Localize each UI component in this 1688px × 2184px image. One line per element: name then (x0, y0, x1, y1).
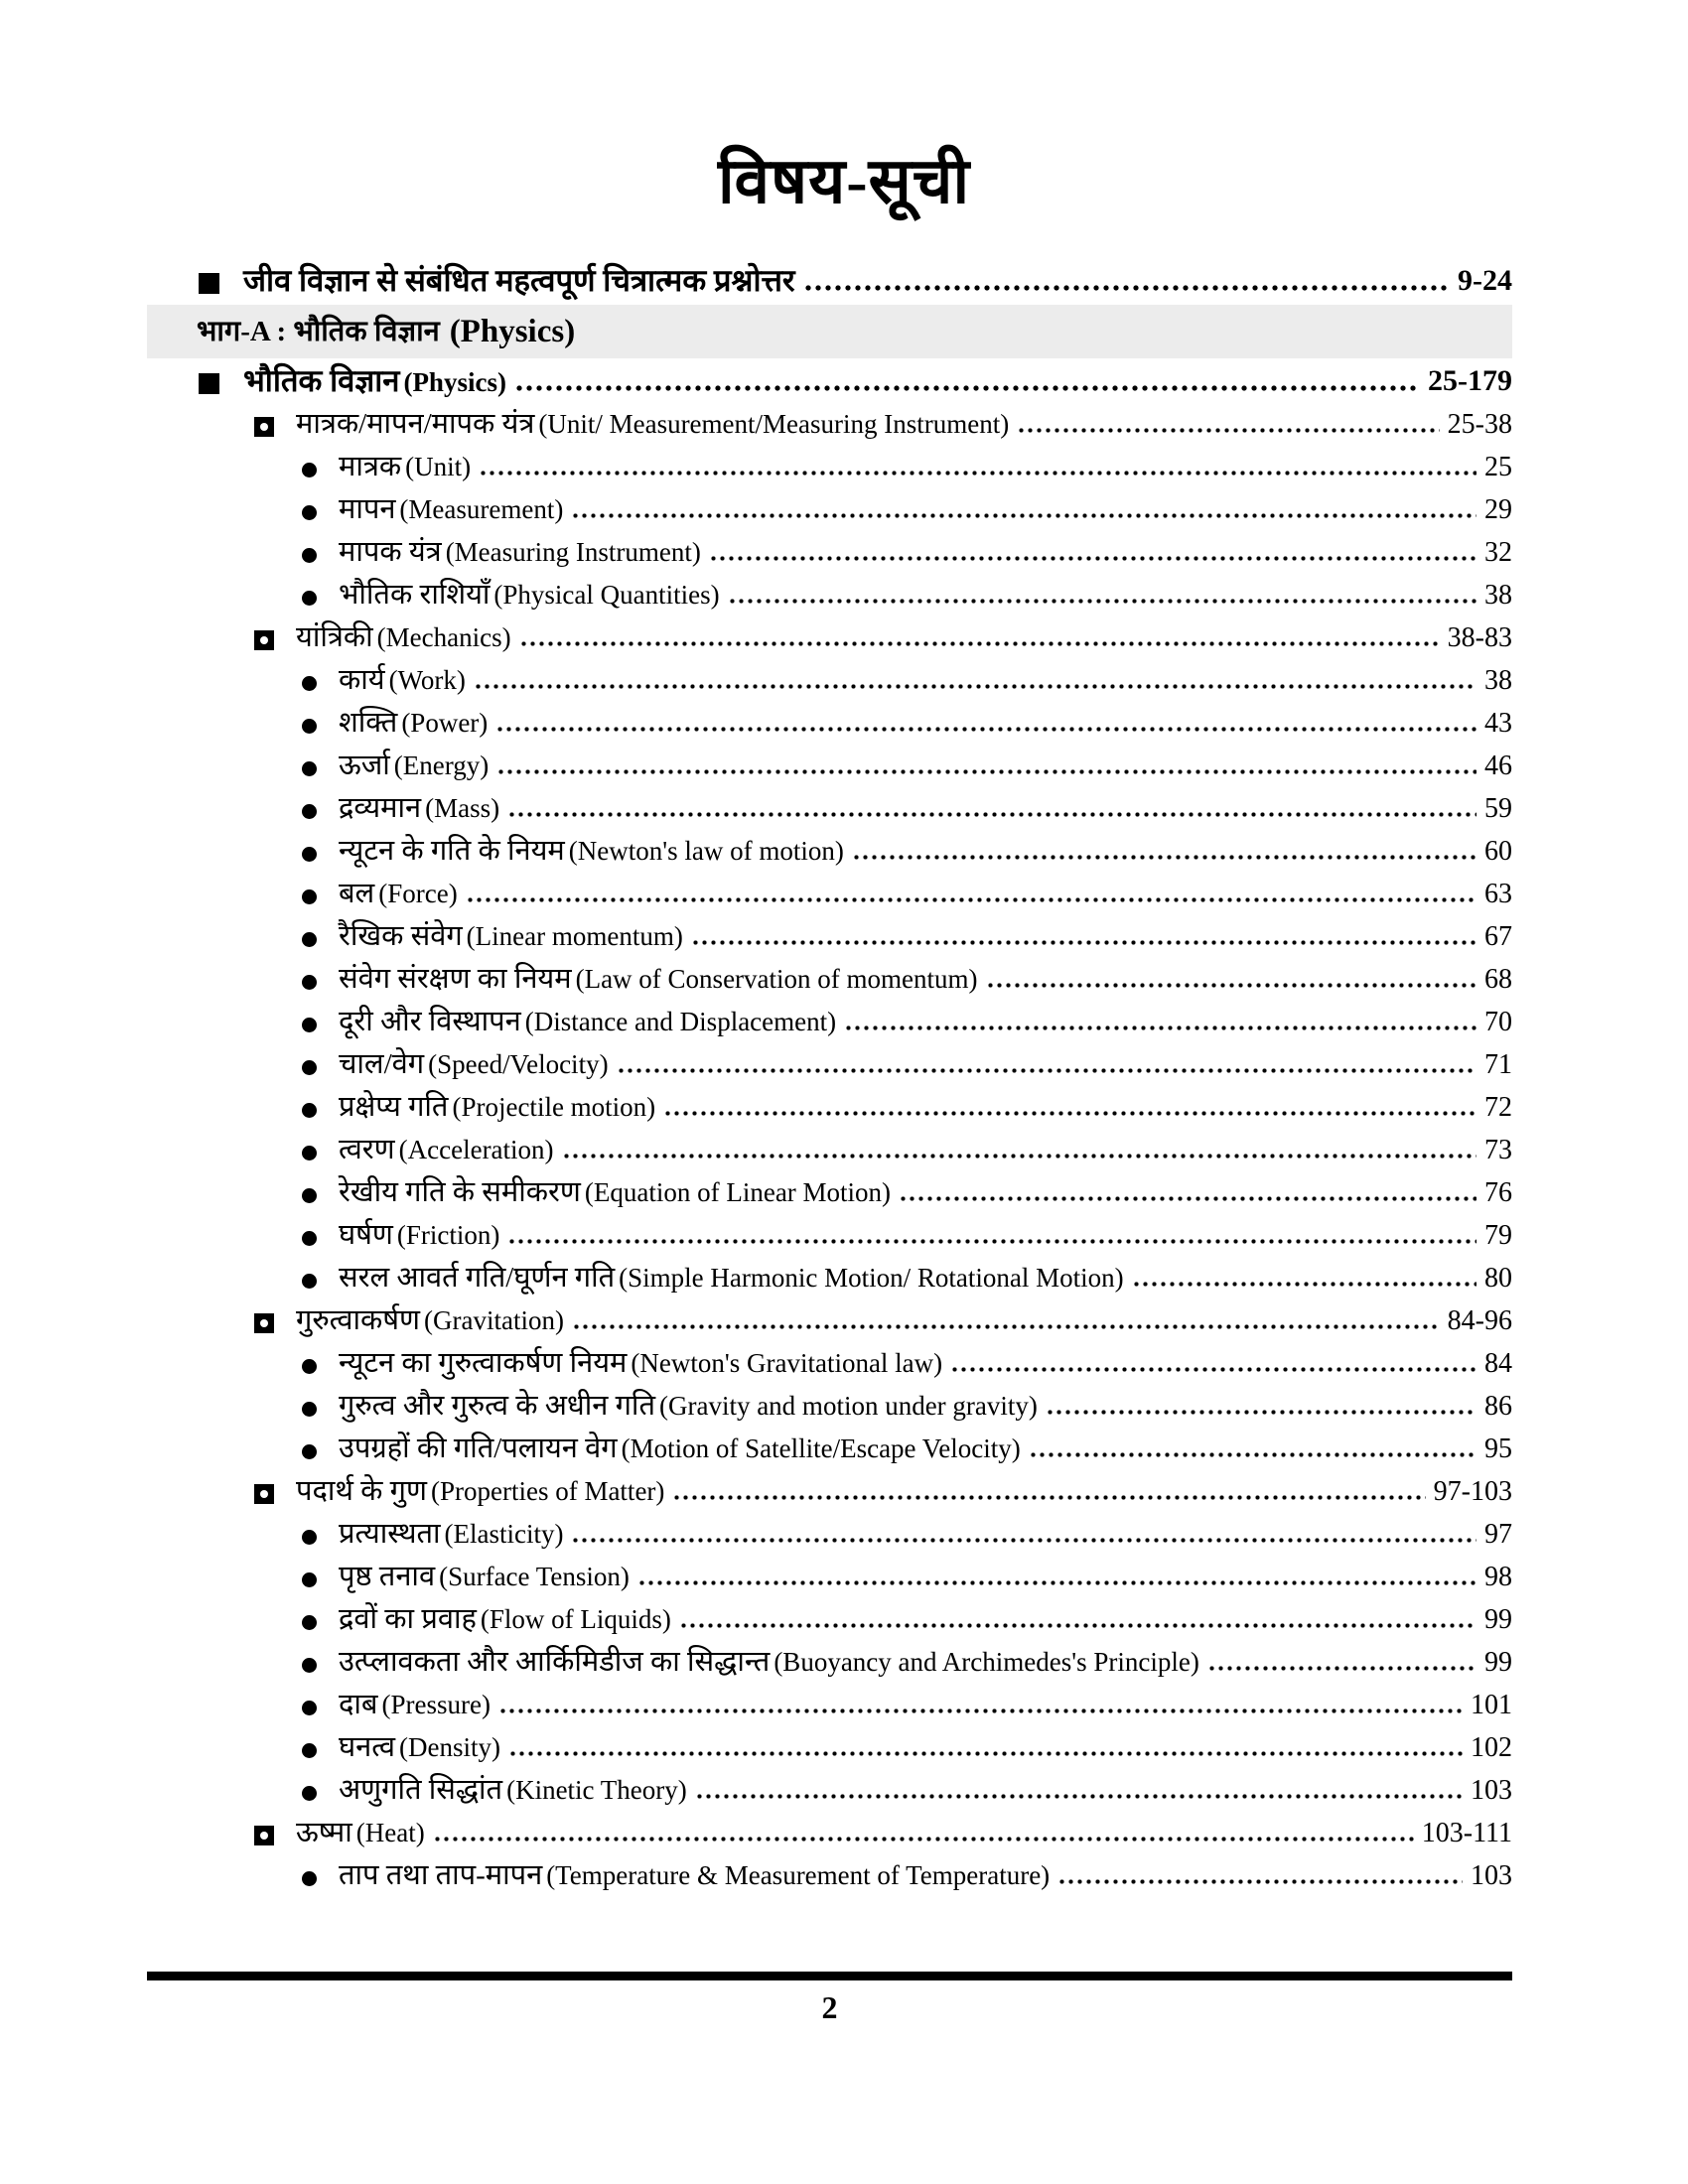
toc-entry (147, 1214, 1512, 1257)
entry-label-english: (Acceleration) (398, 1135, 554, 1165)
toc-entry (147, 488, 1512, 531)
entry-label (339, 1392, 1038, 1428)
entry-label-english: (Projectile motion) (452, 1092, 656, 1123)
entry-label (339, 666, 466, 702)
entry-label-english: (Physical Quantities) (493, 580, 720, 611)
part-header (147, 305, 1512, 358)
toc-entry (147, 1470, 1512, 1513)
entry-label-english: (Mechanics) (376, 622, 511, 653)
entry-label-hindi: अणुगति सिद्धांत (339, 1774, 503, 1807)
entry-label-english: (Pressure) (381, 1690, 491, 1720)
toc-entry (147, 787, 1512, 830)
toc-entry (147, 958, 1512, 1001)
circle-bullet-icon (302, 1701, 317, 1715)
dot-leader (564, 1154, 1477, 1159)
entry-label (339, 1861, 1050, 1897)
dot-leader (1059, 1879, 1463, 1884)
entry-label (339, 1520, 563, 1556)
circle-bullet-icon (302, 1530, 317, 1545)
toc-entry (147, 1854, 1512, 1897)
entry-label (339, 453, 471, 488)
entry-label-hindi: जीव विज्ञान से संबंधित महत्वपूर्ण चित्रात्मक प्रश्नोत्तर (243, 263, 795, 299)
dot-leader (697, 1794, 1463, 1799)
entry-page-number: 43 (1484, 708, 1512, 740)
toc-entry (147, 1385, 1512, 1428)
entry-label-english: (Motion of Satellite/Escape Velocity) (621, 1433, 1021, 1464)
entry-label-hindi: पृष्ठ तनाव (339, 1561, 436, 1593)
entry-label-english: (Measurement) (399, 494, 564, 525)
entry-label-english: (Elasticity) (444, 1519, 564, 1550)
entry-label (339, 1776, 687, 1812)
entry-page-number: 79 (1484, 1220, 1512, 1252)
dot-leader (481, 471, 1477, 476)
dot-leader (854, 855, 1477, 860)
dot-leader (952, 1367, 1477, 1372)
entry-label-english: (Work) (388, 665, 466, 696)
entry-label-english: (Gravity and motion under gravity) (658, 1391, 1038, 1422)
entry-label (339, 538, 701, 574)
entry-page-number: 97-103 (1433, 1476, 1512, 1508)
circle-bullet-icon (302, 1188, 317, 1203)
entry-label-hindi: ऊर्जा (339, 750, 390, 782)
entry-page-number: 68 (1484, 964, 1512, 996)
circle-bullet-icon (302, 548, 317, 563)
entry-label-hindi: प्रक्षेप्य गति (339, 1091, 449, 1124)
entry-label (296, 1819, 425, 1854)
entry-page-number: 70 (1484, 1007, 1512, 1038)
toc-entry (147, 1299, 1512, 1342)
entry-page-number: 72 (1484, 1092, 1512, 1124)
dot-leader (521, 641, 1440, 646)
entry-label-english: (Unit) (405, 452, 472, 482)
entry-label (339, 1563, 630, 1598)
entry-label (339, 1178, 891, 1214)
entry-page-number: 71 (1484, 1049, 1512, 1081)
toc-entry (147, 1257, 1512, 1299)
entry-label-hindi: मापन (339, 493, 396, 526)
entry-label-hindi: ऊष्मा (296, 1817, 352, 1849)
entry-label-english: (Newton's law of motion) (568, 836, 844, 867)
toc-list (147, 260, 1512, 1897)
entry-label (339, 581, 720, 616)
entry-label (339, 1264, 1124, 1299)
entry-label-hindi: भौतिक विज्ञान (243, 363, 400, 399)
entry-label-english: (Friction) (396, 1220, 500, 1251)
entry-page-number: 32 (1484, 537, 1512, 569)
entry-page-number: 102 (1471, 1732, 1512, 1764)
circle-bullet-icon (302, 1359, 317, 1374)
entry-page-number: 38-83 (1447, 622, 1512, 654)
dot-leader (435, 1837, 1414, 1842)
entry-label-english: (Measuring Instrument) (445, 537, 701, 568)
toc-entry (147, 616, 1512, 659)
entry-label-english: (Flow of Liquids) (480, 1604, 671, 1635)
dot-leader (497, 727, 1477, 732)
toc-entry (147, 1726, 1512, 1769)
entry-label-hindi: शक्ति (339, 707, 398, 740)
entry-page-number: 46 (1484, 751, 1512, 782)
toc-entry (147, 531, 1512, 574)
circle-bullet-icon (302, 847, 317, 862)
entry-page-number: 25 (1484, 452, 1512, 483)
toc-entry (147, 1043, 1512, 1086)
square-dot-bullet-icon (254, 1484, 274, 1504)
dot-leader (674, 1495, 1425, 1500)
entry-label (339, 1434, 1021, 1470)
entry-label (339, 1691, 491, 1726)
entry-label-hindi: पदार्थ के गुण (296, 1475, 427, 1508)
entry-label-hindi: मापक यंत्र (339, 536, 442, 569)
entry-page-number: 73 (1484, 1135, 1512, 1166)
entry-label (243, 265, 795, 303)
entry-label-hindi: ताप तथा ताप-मापन (339, 1859, 543, 1892)
dot-leader (1048, 1410, 1477, 1415)
toc-entry (147, 403, 1512, 446)
circle-bullet-icon (302, 1146, 317, 1160)
dot-leader (681, 1623, 1477, 1628)
entry-label-hindi: दाब (339, 1689, 378, 1721)
dot-leader (1134, 1282, 1477, 1287)
entry-page-number: 95 (1484, 1433, 1512, 1465)
toc-entry (147, 1598, 1512, 1641)
dot-leader (498, 769, 1477, 774)
dot-leader (574, 1324, 1440, 1329)
circle-bullet-icon (302, 1658, 317, 1673)
entry-label (339, 751, 489, 787)
dot-leader (805, 285, 1450, 291)
entry-label-hindi: कार्य (339, 664, 385, 697)
entry-label-hindi: दूरी और विस्थापन (339, 1006, 521, 1038)
toc-entry (147, 830, 1512, 873)
toc-entry (147, 1428, 1512, 1470)
entry-page-number: 25-38 (1447, 409, 1512, 441)
toc-entry (147, 1556, 1512, 1598)
dot-leader (509, 812, 1477, 817)
dot-leader (510, 1751, 1463, 1756)
entry-page-number: 99 (1484, 1604, 1512, 1636)
entry-page-number: 84 (1484, 1348, 1512, 1380)
entry-page-number: 99 (1484, 1647, 1512, 1679)
entry-label-hindi: उत्प्लावकता और आर्किमिडीज का सिद्धान्त (339, 1646, 771, 1679)
dot-leader (516, 385, 1420, 391)
entry-label (339, 1648, 1199, 1684)
toc-entry (147, 260, 1512, 303)
entry-label-hindi: त्वरण (339, 1134, 395, 1166)
dot-leader (730, 599, 1477, 604)
entry-label-english: (Temperature & Measurement of Temperature) (546, 1860, 1051, 1891)
dot-leader (509, 1239, 1477, 1244)
circle-bullet-icon (302, 932, 317, 947)
circle-bullet-icon (302, 1103, 317, 1118)
circle-bullet-icon (302, 1018, 317, 1032)
circle-bullet-icon (302, 1871, 317, 1886)
entry-label-english: (Force) (378, 879, 458, 909)
entry-label-hindi: रेखीय गति के समीकरण (339, 1176, 581, 1209)
page-title: विषय-सूची (717, 146, 971, 216)
circle-bullet-icon (302, 889, 317, 904)
circle-bullet-icon (302, 761, 317, 776)
square-dot-bullet-icon (254, 1826, 274, 1845)
square-bullet-icon (199, 273, 219, 294)
dot-leader (573, 513, 1477, 518)
entry-page-number: 25-179 (1428, 364, 1512, 398)
entry-label (339, 837, 844, 873)
entry-page-number: 38 (1484, 665, 1512, 697)
toc-entry (147, 873, 1512, 915)
toc-entry (147, 1129, 1512, 1171)
entry-page-number: 98 (1484, 1562, 1512, 1593)
entry-label-english: (Mass) (425, 793, 500, 824)
entry-label-english: (Properties of Matter) (430, 1476, 665, 1507)
square-bullet-icon (199, 373, 219, 394)
circle-bullet-icon (302, 591, 317, 606)
entry-page-number: 103 (1471, 1775, 1512, 1807)
circle-bullet-icon (302, 676, 317, 691)
entry-page-number: 67 (1484, 921, 1512, 953)
circle-bullet-icon (302, 1402, 317, 1417)
entry-label-english: (Density) (399, 1732, 501, 1763)
entry-label-english: (Simple Harmonic Motion/ Rotational Motion) (619, 1263, 1124, 1294)
entry-label-hindi: बल (339, 878, 375, 910)
entry-page-number: 84-96 (1447, 1305, 1512, 1337)
entry-page-number: 103 (1471, 1860, 1512, 1892)
dot-leader (988, 983, 1477, 988)
entry-label (339, 1136, 554, 1171)
entry-label-hindi: गुरुत्व और गुरुत्व के अधीन गति (339, 1390, 655, 1423)
entry-page-number: 76 (1484, 1177, 1512, 1209)
entry-label (339, 1605, 671, 1641)
entry-label (339, 495, 563, 531)
entry-label-hindi: मात्रक (339, 451, 402, 483)
entry-label (339, 965, 978, 1001)
toc-entry (147, 1171, 1512, 1214)
circle-bullet-icon (302, 1743, 317, 1758)
entry-label-hindi: न्यूटन के गति के नियम (339, 835, 565, 868)
circle-bullet-icon (302, 1572, 317, 1587)
dot-leader (476, 684, 1477, 689)
circle-bullet-icon (302, 1274, 317, 1289)
entry-page-number: 29 (1484, 494, 1512, 526)
dot-leader (1019, 428, 1439, 433)
part-header-english: (Physics) (449, 313, 576, 349)
footer-rule (147, 1972, 1512, 1980)
entry-label (339, 1221, 499, 1257)
dot-leader (665, 1111, 1477, 1116)
entry-label-english: (Kinetic Theory) (506, 1775, 687, 1806)
entry-page-number: 101 (1471, 1690, 1512, 1721)
toc-entry (147, 915, 1512, 958)
toc-entry (147, 1769, 1512, 1812)
entry-label-hindi: घनत्व (339, 1731, 396, 1764)
toc-entry (147, 702, 1512, 745)
circle-bullet-icon (302, 1060, 317, 1075)
dot-leader (639, 1580, 1477, 1585)
dot-leader (693, 940, 1477, 945)
entry-label-hindi: यांत्रिकी (296, 621, 373, 654)
entry-label-hindi: मात्रक/मापन/मापक यंत्र (296, 408, 535, 441)
entry-label-english: (Power) (401, 708, 489, 739)
entry-label-english: (Speed/Velocity) (428, 1049, 609, 1080)
entry-page-number: 97 (1484, 1519, 1512, 1551)
entry-label-english: (Unit/ Measurement/Measuring Instrument) (538, 409, 1010, 440)
circle-bullet-icon (302, 804, 317, 819)
entry-label-english: (Heat) (355, 1818, 425, 1848)
toc-entry (147, 574, 1512, 616)
entry-label-hindi: रैखिक संवेग (339, 920, 463, 953)
toc-entry (147, 1641, 1512, 1684)
entry-label-hindi: घर्षण (339, 1219, 393, 1252)
dot-leader (901, 1196, 1477, 1201)
entry-page-number: 86 (1484, 1391, 1512, 1423)
entry-page-number: 63 (1484, 879, 1512, 910)
toc-entry (147, 1342, 1512, 1385)
dot-leader (1209, 1666, 1477, 1671)
entry-label (339, 1008, 836, 1043)
entry-label (339, 794, 499, 830)
entry-label-hindi: भौतिक राशियाँ (339, 579, 491, 612)
entry-label-hindi: चाल/वेग (339, 1048, 425, 1081)
circle-bullet-icon (302, 1615, 317, 1630)
entry-label (339, 1349, 942, 1385)
entry-page-number: 38 (1484, 580, 1512, 612)
entry-label (296, 623, 511, 659)
toc-entry (147, 1812, 1512, 1854)
circle-bullet-icon (302, 1231, 317, 1246)
square-dot-bullet-icon (254, 630, 274, 650)
entry-label (296, 1306, 564, 1342)
entry-page-number: 103-111 (1421, 1818, 1512, 1849)
circle-bullet-icon (302, 1444, 317, 1459)
entry-label (339, 922, 683, 958)
entry-page-number: 60 (1484, 836, 1512, 868)
circle-bullet-icon (302, 719, 317, 734)
entry-page-number: 80 (1484, 1263, 1512, 1295)
entry-page-number: 9-24 (1458, 264, 1512, 298)
entry-label-english: (Law of Conservation of momentum) (575, 964, 978, 995)
toc-entry (147, 1086, 1512, 1129)
circle-bullet-icon (302, 463, 317, 478)
entry-label-english: (Distance and Displacement) (524, 1007, 837, 1037)
entry-label-hindi: द्रव्यमान (339, 792, 422, 825)
circle-bullet-icon (302, 1786, 317, 1801)
entry-label-english: (Physics) (403, 367, 506, 398)
entry-label (243, 365, 506, 403)
entry-label-hindi: प्रत्यास्थता (339, 1518, 441, 1551)
circle-bullet-icon (302, 505, 317, 520)
dot-leader (500, 1708, 1463, 1713)
square-dot-bullet-icon (254, 417, 274, 437)
dot-leader (711, 556, 1477, 561)
toc-entry (147, 1001, 1512, 1043)
dot-leader (619, 1068, 1477, 1073)
entry-label-english: (Equation of Linear Motion) (584, 1177, 892, 1208)
entry-label-english: (Buoyancy and Archimedes's Principle) (774, 1647, 1199, 1678)
entry-label-hindi: सरल आवर्त गति/घूर्णन गति (339, 1262, 616, 1295)
square-dot-bullet-icon (254, 1313, 274, 1333)
toc-entry (147, 360, 1512, 403)
toc-entry (147, 745, 1512, 787)
entry-label-hindi: द्रवों का प्रवाह (339, 1603, 477, 1636)
entry-label-hindi: उपग्रहों की गति/पलायन वेग (339, 1433, 618, 1465)
part-header-hindi: भाग-A : भौतिक विज्ञान (197, 315, 440, 347)
entry-label-english: (Newton's Gravitational law) (631, 1348, 943, 1379)
dot-leader (846, 1025, 1477, 1030)
toc-entry (147, 446, 1512, 488)
entry-label-english: (Linear momentum) (466, 921, 683, 952)
entry-label-english: (Surface Tension) (439, 1562, 630, 1592)
footer-page-number: 2 (821, 1989, 838, 2025)
entry-label-hindi: न्यूटन का गुरुत्वाकर्षण नियम (339, 1347, 628, 1380)
entry-label (296, 410, 1009, 446)
entry-label-english: (Energy) (393, 751, 490, 781)
dot-leader (573, 1538, 1477, 1543)
entry-label (339, 880, 458, 915)
entry-label (339, 709, 488, 745)
toc-entry (147, 659, 1512, 702)
entry-label (296, 1477, 664, 1513)
entry-page-number: 59 (1484, 793, 1512, 825)
entry-label (339, 1733, 500, 1769)
entry-label-hindi: गुरुत्वाकर्षण (296, 1304, 420, 1337)
toc-entry (147, 1684, 1512, 1726)
entry-label (339, 1093, 655, 1129)
entry-label-hindi: संवेग संरक्षण का नियम (339, 963, 572, 996)
dot-leader (1031, 1452, 1477, 1457)
entry-label (339, 1050, 609, 1086)
dot-leader (468, 897, 1477, 902)
entry-label-english: (Gravitation) (424, 1305, 564, 1336)
circle-bullet-icon (302, 975, 317, 990)
toc-entry (147, 1513, 1512, 1556)
